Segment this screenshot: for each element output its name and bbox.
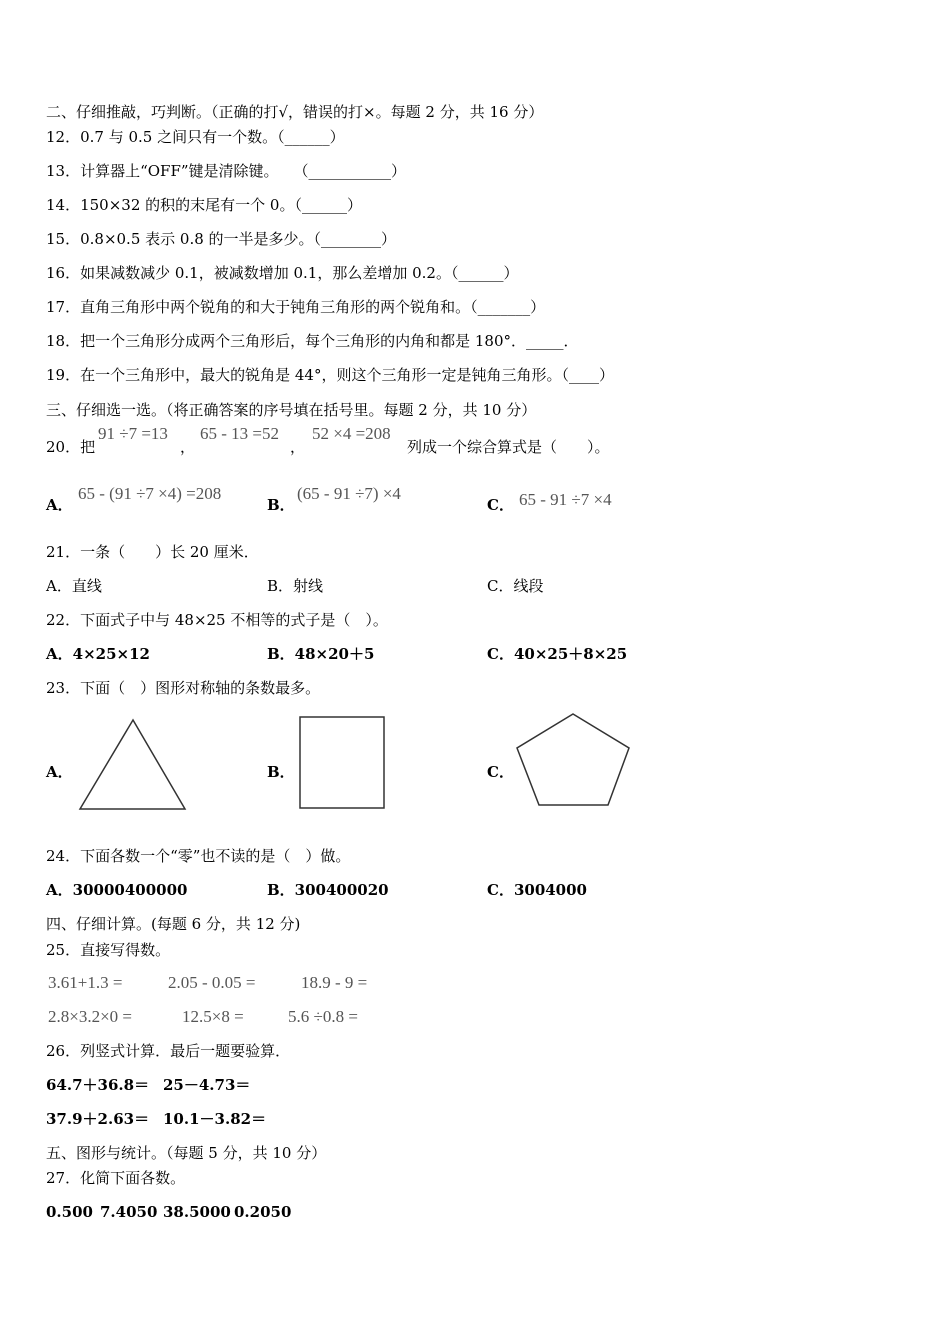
question-22: 22．下面式子中与 48×25 不相等的式子是（ ）。 — [46, 611, 388, 629]
question-26: 26．列竖式计算．最后一题要验算． — [46, 1042, 291, 1060]
q21-option-a: A．直线 — [46, 577, 102, 595]
question-12: 12．0.7 与 0.5 之间只有一个数。（______） — [46, 128, 345, 146]
question-21: 21．一条（ ）长 20 厘米． — [46, 543, 259, 561]
question-13: 13．计算器上“OFF”键是清除键。 （___________） — [46, 162, 407, 180]
q24-option-a: A．30000400000 — [46, 881, 188, 899]
q21-option-c: C．线段 — [487, 577, 544, 595]
question-24: 24．下面各数一个“零”也不读的是（ ）做。 — [46, 847, 351, 865]
section-3-heading: 三、仔细选一选。（将正确答案的序号填在括号里。每题 2 分，共 10 分） — [46, 401, 537, 419]
question-20-prefix: 20．把 — [46, 438, 96, 456]
q22-option-b: B．48×20＋5 — [267, 645, 375, 663]
q20-option-b-label: B． — [267, 496, 295, 514]
q22-option-a: A．4×25×12 — [46, 645, 150, 663]
square-shape — [298, 716, 386, 810]
q27-num-4: 0.2050 — [234, 1203, 292, 1221]
q20-option-c: 65 - 91 ÷7 ×4 — [519, 490, 612, 509]
q24-option-c: C．3004000 — [487, 881, 587, 899]
question-23: 23．下面（ ）图形对称轴的条数最多。 — [46, 679, 321, 697]
q23-option-a-label: A． — [46, 763, 73, 781]
q25-r1-c3: 18.9 - 9 = — [301, 973, 368, 992]
q20-eq3: 52 ×4 =208 — [312, 424, 391, 443]
q23-option-c-label: C． — [487, 763, 514, 781]
q23-option-b-label: B． — [267, 763, 295, 781]
question-25: 25．直接写得数。 — [46, 941, 171, 959]
section-5-heading: 五、图形与统计。（每题 5 分，共 10 分） — [46, 1144, 327, 1162]
q25-r1-c1: 3.61+1.3 = — [48, 973, 123, 992]
q25-r2-c2: 12.5×8 = — [182, 1007, 244, 1026]
q20-sep1: ， — [180, 438, 196, 456]
q26-r2-c1: 37.9＋2.63＝ — [46, 1110, 150, 1128]
q20-option-c-label: C． — [487, 496, 514, 514]
q20-eq2: 65 - 13 =52 — [200, 424, 279, 443]
q20-option-a: 65 - (91 ÷7 ×4) =208 — [78, 484, 222, 503]
q26-r1-c2: 25－4.73＝ — [163, 1076, 251, 1094]
q26-r1-c1: 64.7＋36.8＝ — [46, 1076, 150, 1094]
q20-option-b: (65 - 91 ÷7) ×4 — [297, 484, 401, 503]
q21-option-b: B．射线 — [267, 577, 324, 595]
q25-r2-c1: 2.8×3.2×0 = — [48, 1007, 133, 1026]
q25-r2-c3: 5.6 ÷0.8 = — [288, 1007, 358, 1026]
question-27: 27．化简下面各数。 — [46, 1169, 186, 1187]
q22-option-c: C．40×25＋8×25 — [487, 645, 628, 663]
q20-suffix: 列成一个综合算式是（ ）。 — [407, 438, 610, 456]
question-15: 15．0.8×0.5 表示 0.8 的一半是多少。（________） — [46, 230, 397, 248]
triangle-shape — [78, 718, 188, 812]
q27-num-3: 38.5000 — [163, 1203, 231, 1221]
q27-num-2: 7.4050 — [100, 1203, 158, 1221]
question-18: 18．把一个三角形分成两个三角形后，每个三角形的内角和都是 180°．_____． — [46, 332, 579, 350]
question-14: 14．150×32 的积的末尾有一个 0。（______） — [46, 196, 362, 214]
pentagon-shape — [515, 712, 633, 808]
q25-r1-c2: 2.05 - 0.05 = — [168, 973, 256, 992]
q20-sep2: ， — [290, 438, 306, 456]
q24-option-b: B．300400020 — [267, 881, 389, 899]
question-19: 19．在一个三角形中，最大的锐角是 44°，则这个三角形一定是钝角三角形。（____） — [46, 366, 614, 384]
question-16: 16．如果减数减少 0.1，被减数增加 0.1，那么差增加 0.2。（______） — [46, 264, 519, 282]
q27-num-1: 0.500 — [46, 1203, 93, 1221]
section-4-heading: 四、仔细计算。(每题 6 分，共 12 分) — [46, 915, 301, 933]
q20-option-a-label: A． — [46, 496, 73, 514]
section-2-heading: 二、仔细推敲，巧判断。（正确的打√，错误的打×。每题 2 分，共 16 分） — [46, 103, 544, 121]
question-17: 17．直角三角形中两个锐角的和大于钝角三角形的两个锐角和。（_______） — [46, 298, 546, 316]
q20-eq1: 91 ÷7 =13 — [98, 424, 168, 443]
q26-r2-c2: 10.1－3.82＝ — [163, 1110, 267, 1128]
